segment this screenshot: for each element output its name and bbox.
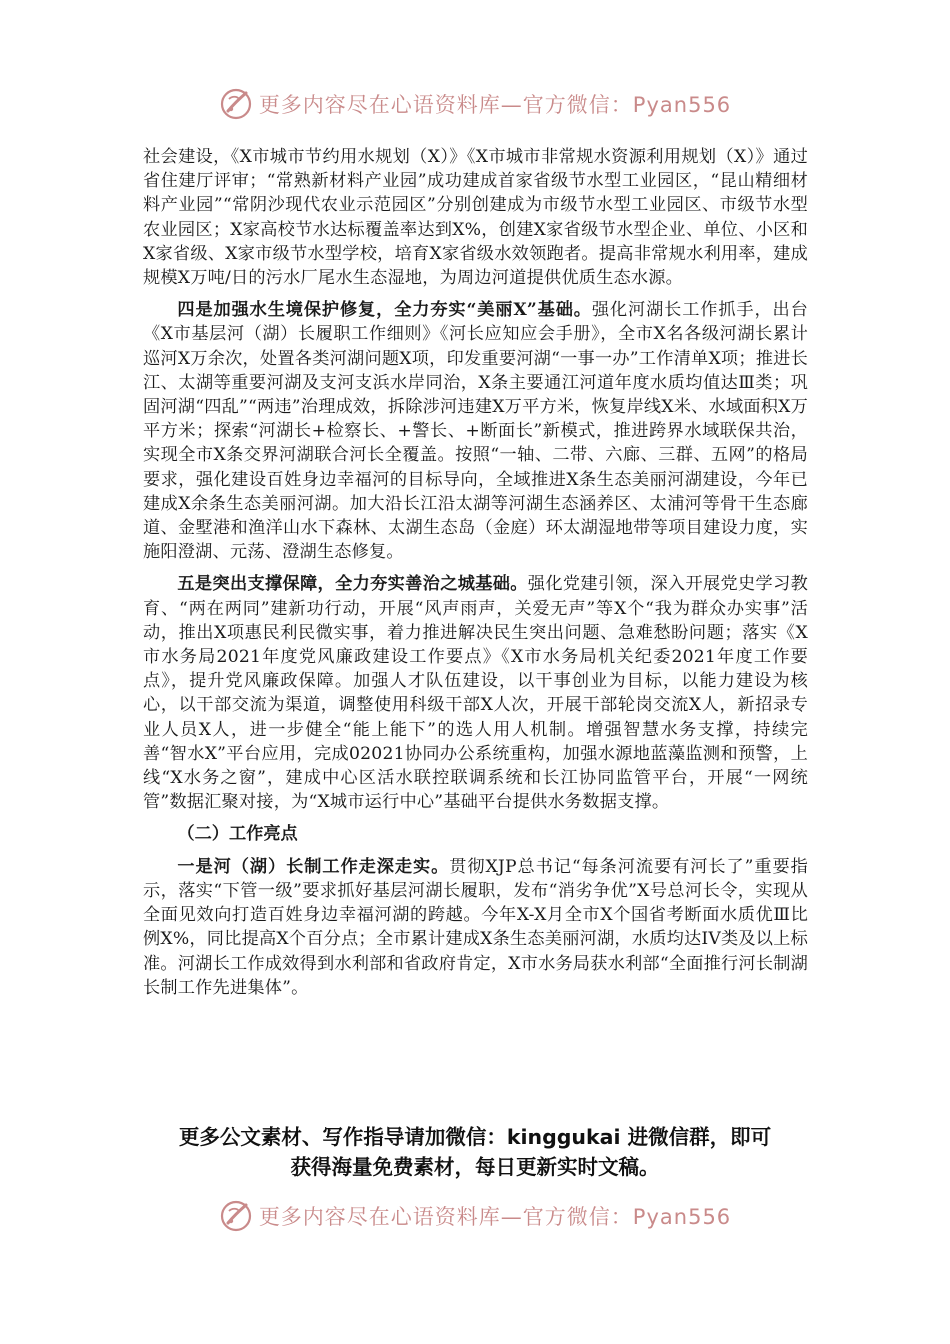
paragraph-3-text: 强化党建引领，深入开展党史学习教育、“两在两同”建新功行动，开展“风声雨声，关爱无声”等X个“我为群众办实事”活动，推出X项惠民利民微实事，着力推进解决民生突出问题、急难愁盼问题；落实《X市水务局2021年度党风廉政建设工作要点》《X市水务局机关纪委2021年度工作要点》，提升党风廉政保障。加强人才队伍建设，以干事创业为目标，以能力建设为核心，以干部交流为渠道，调整使用科级干部X人次，开展干部轮岗交流X人，新招录专业人员X人，进一步健全“能上能下”的选人用人机制。增强智慧水务支撑，持续完善“智水X”平台应用，完成02021协同办公系统重构，加强水源地蓝藻监测和预警，上线“X水务之窗”，建成中心区活水联控联调系统和长江协同监管平台，开展“一网统管”数据汇聚对接，为“X城市运行中心”基础平台提供水务数据支撑。: [143, 574, 808, 813]
promo-notice: [120, 1122, 830, 1182]
paragraph-2: [143, 298, 808, 564]
document-body: [143, 145, 808, 1008]
paragraph-3: [143, 572, 808, 814]
pen-swirl-logo-icon: [219, 1199, 253, 1233]
promo-line-2: 获得海量免费素材，每日更新实时文稿。: [290, 1155, 660, 1179]
paragraph-1-text: 社会建设，《X市城市节约用水规划（X）》《X市城市非常规水资源利用规划（X）》通过省住建厅评审；“常熟新材料产业园”成功建成首家省级节水型工业园区，“昆山精细材料产业园”“常阴沙现代农业示范园区”分别创建成为市级节水型工业园区、市级节水型农业园区；X家高校节水达标覆盖率达到X%，创建X家省级节水型企业、单位、小区和X家省级、X家市级节水型学校，培育X家省级水效领跑者。提高非常规水利用率，建成规模X万吨/日的污水厂尾水生态湿地，为周边河道提供优质生态水源。: [143, 147, 808, 289]
header-watermark: [0, 84, 950, 124]
pen-swirl-logo-icon: [219, 87, 253, 121]
paragraph-4: [143, 855, 808, 1000]
paragraph-2-lead: 四是加强水生境保护修复，全力夯实“美丽X”基础。: [177, 300, 592, 321]
section-subheading: （二）工作亮点: [177, 824, 298, 845]
watermark-text: 更多内容尽在心语资料库—官方微信：Pyan556: [258, 93, 732, 117]
watermark-text: 更多内容尽在心语资料库—官方微信：Pyan556: [258, 1205, 732, 1229]
paragraph-3-lead: 五是突出支撑保障，全力夯实善治之城基础。: [177, 574, 528, 595]
paragraph-2-text: 强化河湖长工作抓手，出台《X市基层河（湖）长履职工作细则》《河长应知应会手册》，全市X名各级河湖长累计巡河X万余次，处置各类河湖问题X项，印发重要河湖“一事一办”工作清单X项；推进长江、太湖等重要河湖及支河支浜水岸同治，X条主要通江河道年度水质均值达Ⅲ类；巩固河湖“四乱”“两违”治理成效，拆除涉河违建X万平方米，恢复岸线X米、水域面积X万平方米；探索“河湖长+检察长、+警长、+断面长”新模式，推进跨界水域联保共治，实现全市X条交界河湖联合河长全覆盖。按照“一轴、二带、六廊、三群、五网”的格局要求，强化建设百姓身边幸福河的目标导向，全域推进X条生态美丽河湖建设，今年已建成X余条生态美丽河湖。加大沿长江沿太湖等河湖生态涵养区、太浦河等骨干生态廊道、金墅港和渔洋山水下森林、太湖生态岛（金庭）环太湖湿地带等项目建设力度，实施阳澄湖、元荡、澄湖生态修复。: [143, 300, 808, 563]
paragraph-4-lead: 一是河（湖）长制工作走深走实。: [177, 856, 450, 877]
paragraph-1: [143, 145, 808, 290]
footer-watermark: [0, 1196, 950, 1236]
paragraph-4-text: 贯彻XJP总书记“每条河流要有河长了”重要指示，落实“下管一级”要求抓好基层河湖长履职，发布“消劣争优”X号总河长令，实现从全面见效向打造百姓身边幸福河湖的跨越。今年X-X月全市X个国省考断面水质优Ⅲ比例X%，同比提高X个百分点；全市累计建成X条生态美丽河湖，水质均达IV类及以上标准。河湖长工作成效得到水利部和省政府肯定，X市水务局获水利部“全面推行河长制湖长制工作先进集体”。: [143, 856, 808, 998]
promo-line-1: 更多公文素材、写作指导请加微信：kinggukai 进微信群，即可: [178, 1125, 772, 1149]
